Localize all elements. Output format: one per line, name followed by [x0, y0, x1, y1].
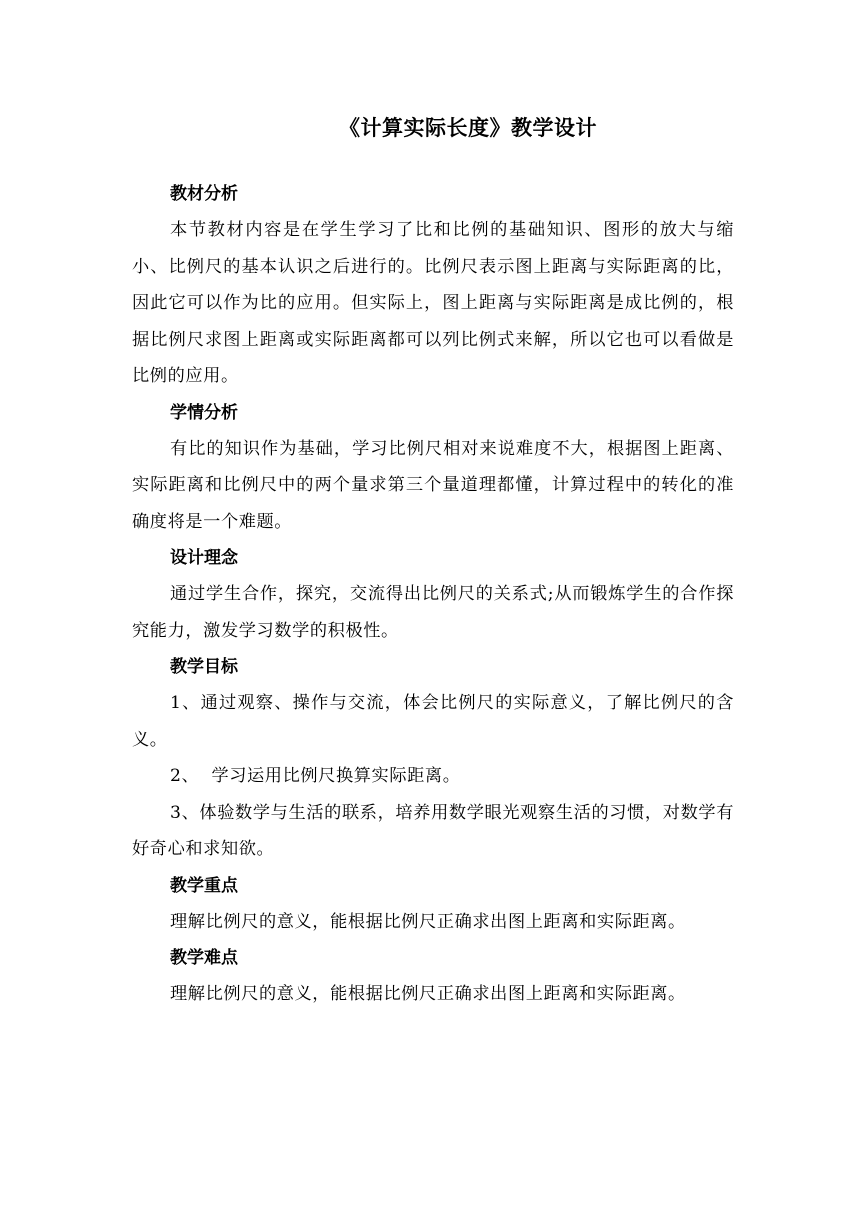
section-paragraph: 本节教材内容是在学生学习了比和比例的基础知识、图形的放大与缩小、比例尺的基本认识之后进行的。比例尺表示图上距离与实际距离的比，因此它可以作为比的应用。但实际上，图上距离与实际距离是成比例的，根据比例尺求图上距离或实际距离都可以列比例式来解，所以它也可以看做是比例的应用。 [132, 220, 734, 386]
section-paragraph: 有比的知识作为基础，学习比例尺相对来说难度不大，根据图上距离、实际距离和比例尺中的两个量求第三个量道理都懂，计算过程中的转化的准确度将是一个难题。 [132, 438, 734, 532]
section-heading: 教学难点 [170, 948, 238, 968]
section-paragraph: 理解比例尺的意义，能根据比例尺正确求出图上距离和实际距离。 [170, 911, 686, 932]
document-title: 《计算实际长度》教学设计 [339, 116, 597, 140]
section-heading: 教材分析 [170, 184, 238, 204]
section-paragraph: 通过学生合作，探究，交流得出比例尺的关系式;从而锻炼学生的合作探究能力，激发学习数学的积极性。 [132, 584, 734, 641]
section-textbook-analysis [132, 176, 734, 395]
goal-item: 1、通过观察、操作与交流，体会比例尺的实际意义，了解比例尺的含义。 [132, 693, 734, 750]
goal-item: 3、体验数学与生活的联系，培养用数学眼光观察生活的习惯，对数学有好奇心和求知欲。 [132, 802, 734, 859]
section-difficult-points [132, 940, 734, 1013]
section-design-concept [132, 540, 734, 649]
section-heading: 教学目标 [170, 657, 238, 677]
section-heading: 教学重点 [170, 875, 238, 896]
section-heading: 设计理念 [170, 548, 238, 568]
section-paragraph: 理解比例尺的意义，能根据比例尺正确求出图上距离和实际距离。 [170, 984, 686, 1004]
section-student-analysis [132, 395, 734, 541]
section-key-points [132, 868, 734, 941]
goal-item: 2、 学习运用比例尺换算实际距离。 [170, 766, 461, 786]
section-heading: 学情分析 [170, 402, 238, 423]
document-body [132, 176, 734, 1013]
section-teaching-goals [132, 649, 734, 868]
